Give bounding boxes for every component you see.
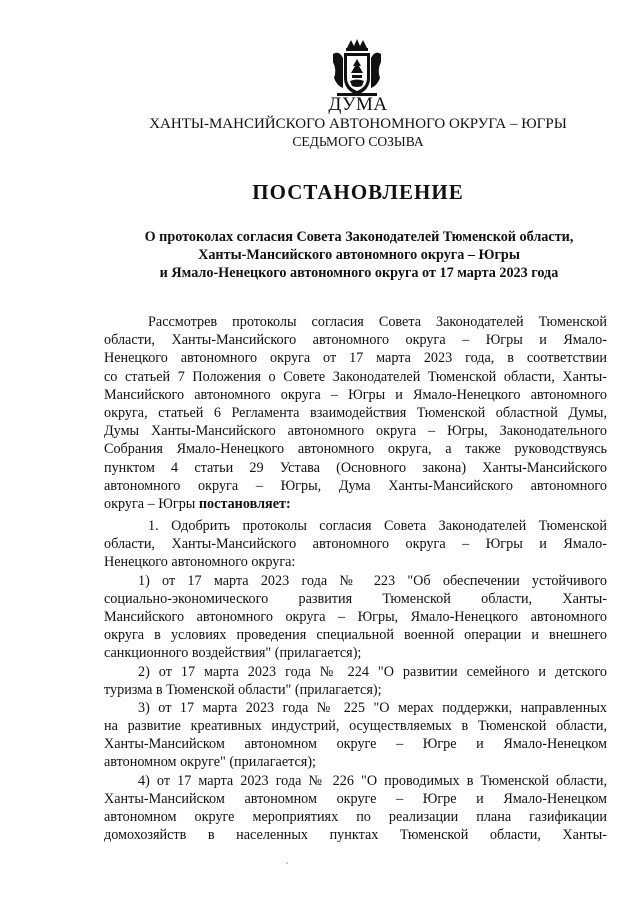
convocation: СЕДЬМОГО СОЗЫВА bbox=[292, 134, 424, 149]
text-line: Ненецкого автономного округа: bbox=[104, 554, 296, 571]
text-line: туризма в Тюменской области" (прилагается); bbox=[104, 681, 382, 698]
text-line: Ханты-Мансийском автономном округе – Югре и Ямало-Ненецком bbox=[104, 790, 607, 807]
document-subject bbox=[104, 228, 614, 282]
text-line: автономного округа – Югры, Дума Ханты-Мансийского автономного bbox=[104, 477, 607, 494]
text-line: Мансийского автономного округа – Югры и Ямало-Ненецкого автономного bbox=[104, 386, 607, 403]
subject-line: и Ямало-Ненецкого автономного округа от 17 марта 2023 года bbox=[159, 265, 559, 281]
text-line: автономном округе мероприятиях по реализации плана газификации bbox=[104, 809, 607, 825]
subject-line: О протоколах согласия Совета Законодателей Тюменской области, bbox=[144, 229, 574, 245]
text-line: 1) от 17 марта 2023 года № 223 "Об обеспечении устойчивого bbox=[138, 572, 607, 589]
subject-line: Ханты-Мансийского автономного округа – Югры bbox=[198, 247, 520, 263]
org-name: ДУМА bbox=[328, 94, 388, 115]
text-line-last bbox=[104, 495, 607, 513]
text-line: Собрания Ямало-Ненецкого автономного округа, а также руководствуясь bbox=[104, 441, 607, 458]
operative-verb: постановляет: bbox=[198, 495, 291, 512]
item-1-paragraph bbox=[104, 517, 607, 844]
text-line: округа в условиях проведения специальной военной операции и внешнего bbox=[104, 627, 607, 644]
text-line: 2) от 17 марта 2023 года № 224 "О развитии семейного и детского bbox=[138, 663, 607, 680]
text-line: 4) от 17 марта 2023 года № 226 "О проводимых в Тюменской области, bbox=[138, 772, 607, 789]
scan-speck bbox=[286, 862, 288, 864]
coat-of-arms-icon bbox=[331, 38, 383, 98]
text-line: автономном округе" (прилагается); bbox=[104, 754, 316, 771]
text-line: Ненецкого автономного округа от 17 марта 2023 года, в соответствии bbox=[104, 350, 607, 367]
text-line: округа, статьей 6 Регламента взаимодействия Тюменской областной Думы, bbox=[104, 404, 607, 421]
text-fragment: округа – Югры bbox=[104, 495, 199, 512]
text-line: Думы Ханты-Мансийского автономного округа – Югры, Законодательного bbox=[104, 423, 607, 440]
text-line: на развитие креативных индустрий, осуществляемых в Тюменской области, bbox=[104, 718, 607, 735]
text-line: Мансийского автономного округа – Югры, Ямало-Ненецкого автономного bbox=[104, 608, 607, 625]
text-line: области, Ханты-Мансийского автономного округа – Югры и Ямало- bbox=[104, 332, 607, 349]
text-line: 3) от 17 марта 2023 года № 225 "О мерах поддержки, направленных bbox=[138, 699, 607, 716]
document-type: ПОСТАНОВЛЕНИЕ bbox=[252, 180, 464, 204]
text-line: санкционного воздействия" (прилагается); bbox=[104, 645, 362, 662]
region-name: ХАНТЫ-МАНСИЙСКОГО АВТОНОМНОГО ОКРУГА – ЮГРЫ bbox=[149, 116, 567, 132]
text-line: Рассмотрев протоколы согласия Совета Законодателей Тюменской bbox=[148, 314, 607, 330]
text-line: 1. Одобрить протоколы согласия Совета Законодателей Тюменской bbox=[148, 518, 607, 534]
preamble-paragraph bbox=[104, 313, 607, 513]
text-line: Ханты-Мансийском автономном округе – Югре и Ямало-Ненецком bbox=[104, 736, 607, 753]
text-line: домохозяйств в населенных пунктах Тюменской области, Ханты- bbox=[104, 827, 607, 844]
text-line: области, Ханты-Мансийского автономного округа – Югры и Ямало- bbox=[104, 536, 607, 553]
text-line: пунктом 4 статьи 29 Устава (Основного закона) Ханты-Мансийского bbox=[104, 459, 607, 476]
text-line: со статьей 7 Положения о Совете Законодателей Тюменской области, Ханты- bbox=[104, 368, 607, 385]
text-line: социально-экономического развития Тюменской области, Ханты- bbox=[104, 590, 607, 607]
